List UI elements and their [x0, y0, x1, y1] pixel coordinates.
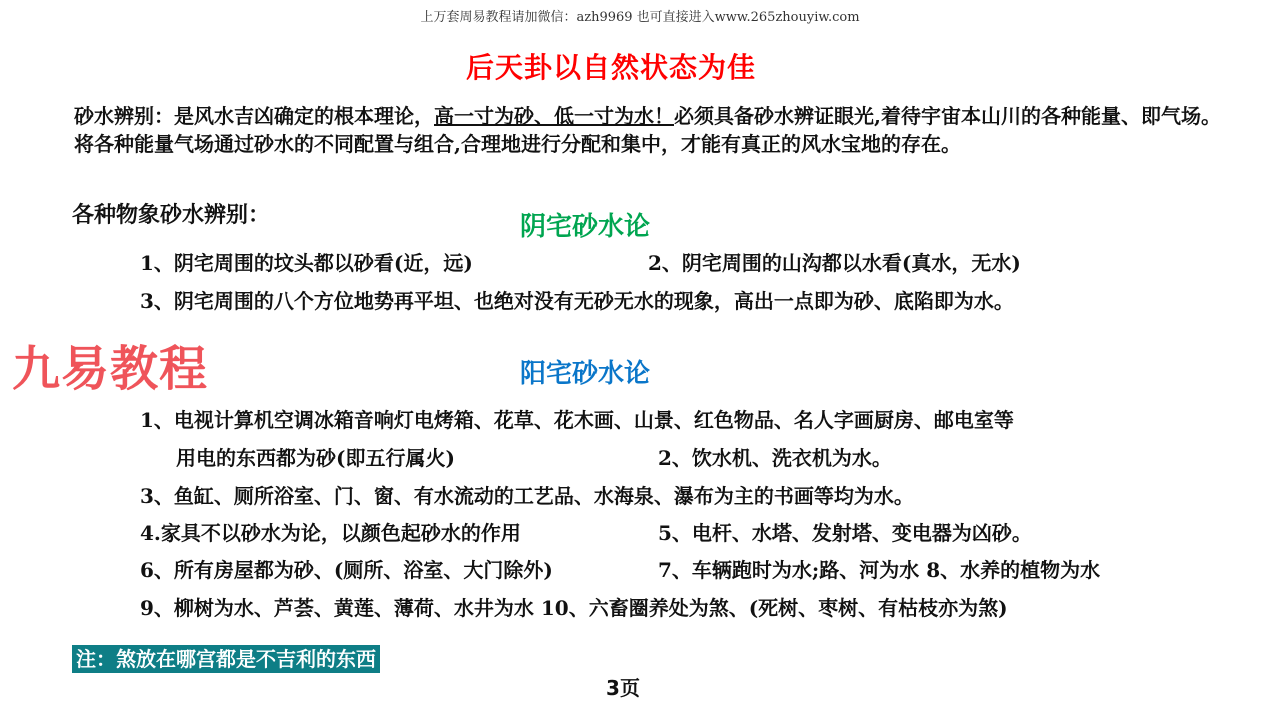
- note-banner: 注：煞放在哪宫都是不吉利的东西: [72, 645, 380, 673]
- yang-section-heading: 阳宅砂水论: [520, 359, 651, 389]
- yin-item-3: 3、阴宅周围的八个方位地势再平坦、也绝对没有无砂无水的现象，高出一点即为砂、底陷即为水。: [140, 289, 1014, 313]
- watermark-logo: 九易教程: [12, 341, 209, 397]
- yang-item-1b: 用电的东西都为砂(即五行属火): [176, 446, 455, 470]
- intro-text-part2: 必须具备砂水辨证眼光,着待宇宙本山川的各种能量、即气场。将各种能量气场通过砂水的不同配置与组合,合理地进行分配和集中，才能有真正的风水宝地的存在。: [74, 104, 1221, 156]
- yang-item-1a: 1、电视计算机空调冰箱音响灯电烤箱、花草、花木画、山景、红色物品、名人字画厨房、邮电室等: [140, 408, 1014, 432]
- intro-underlined-text: 高一寸为砂、低一寸为水！: [434, 104, 674, 128]
- yin-item-1: 1、阴宅周围的坟头都以砂看(近，远): [140, 251, 473, 275]
- yin-item-2: 2、阴宅周围的山沟都以水看(真水，无水): [648, 251, 1021, 275]
- yang-item-4: 4.家具不以砂水为论，以颜色起砂水的作用: [140, 521, 521, 545]
- page-title: 后天卦以自然状态为佳: [465, 51, 756, 84]
- header-notice: 上万套周易教程请加微信：azh9969 也可直接进入www.265zhouyiw.com: [420, 10, 860, 25]
- intro-text-part1: 砂水辨别：是风水吉凶确定的根本理论，: [74, 104, 434, 128]
- yang-item-7-8: 7、车辆跑时为水;路、河为水 8、水养的植物为水: [658, 558, 1101, 582]
- sub-heading-objects: 各种物象砂水辨别：: [72, 202, 271, 228]
- intro-paragraph: [74, 102, 1224, 158]
- yang-item-3: 3、鱼缸、厕所浴室、门、窗、有水流动的工艺品、水海泉、瀑布为主的书画等均为水。: [140, 484, 914, 508]
- yang-item-5: 5、电杆、水塔、发射塔、变电器为凶砂。: [658, 521, 1032, 545]
- yang-item-6: 6、所有房屋都为砂、(厕所、浴室、大门除外): [140, 558, 553, 582]
- page-number: 3页: [606, 676, 640, 700]
- yin-section-heading: 阴宅砂水论: [520, 212, 651, 242]
- yang-item-9-10: 9、柳树为水、芦荟、黄莲、薄荷、水井为水 10、六畜圈养处为煞、(死树、枣树、有枯枝亦为煞): [140, 596, 1008, 620]
- yang-item-2: 2、饮水机、洗衣机为水。: [658, 446, 892, 470]
